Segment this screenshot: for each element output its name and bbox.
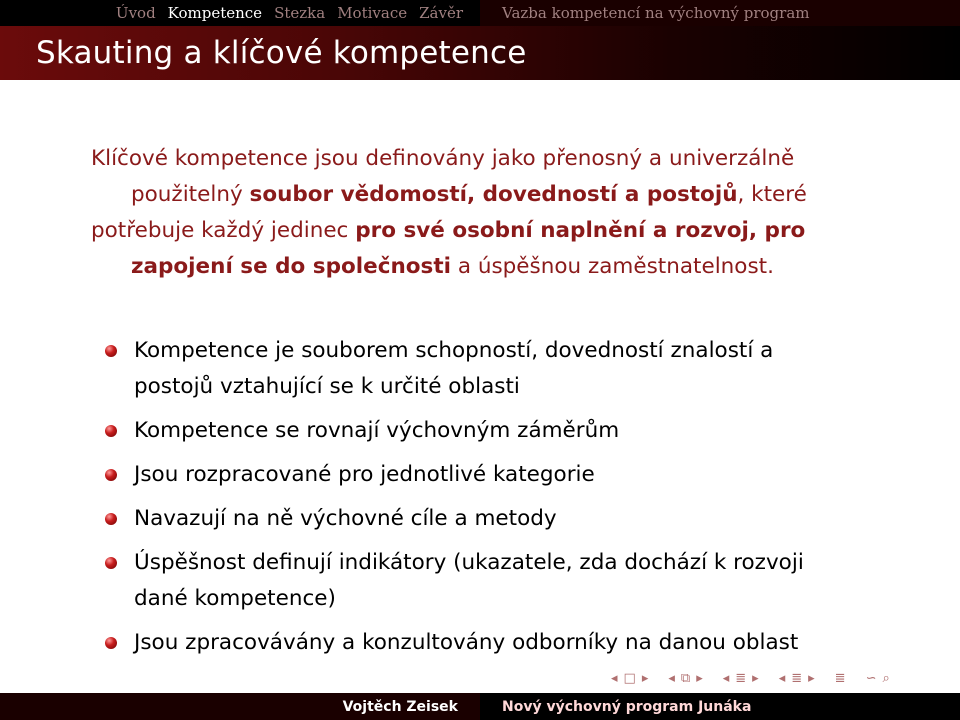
frame-icon[interactable]: □ (623, 670, 636, 686)
intro-text: použitelný (131, 182, 250, 207)
alignment-icon[interactable]: ≣ (834, 670, 846, 686)
list-item (103, 333, 923, 405)
intro-emphasis: soubor vědomostí, dovedností a postojů (249, 182, 738, 207)
bullet-ball-icon (105, 425, 117, 437)
document-icon[interactable]: ≣ (791, 670, 803, 686)
list-item-text: Jsou rozpracované pro jednotlivé kategorie (134, 462, 595, 487)
intro-line-2 (91, 177, 891, 213)
intro-line-1 (91, 141, 891, 177)
subsection-navigation (480, 0, 960, 26)
intro-line-4 (91, 249, 891, 285)
list-item (103, 625, 923, 661)
next-subsection-icon[interactable]: ▸ (696, 670, 703, 686)
nav-section-zaver[interactable]: Závěr (419, 4, 463, 22)
prev-section-icon[interactable]: ◂ (722, 670, 730, 686)
nav-section-uvod[interactable]: Úvod (115, 4, 156, 22)
navigation-symbols (608, 668, 893, 688)
intro-emphasis: pro své osobní naplnění a rozvoj, pro (355, 218, 806, 243)
nav-subsection[interactable]: Vazba kompetencí na výchovný program (502, 4, 810, 22)
nav-section-motivace[interactable]: Motivace (337, 4, 408, 22)
intro-line-3 (91, 213, 891, 249)
frame-title: Skauting a klíčové kompetence (36, 35, 527, 71)
intro-text: a úspěšnou zaměstnatelnost. (450, 254, 774, 279)
bullet-ball-icon (105, 345, 117, 357)
list-item-text: Kompetence je souborem schopností, dovedností znalostí a postojů vztahující se k určité oblasti (134, 338, 774, 399)
list-item-text: Jsou zpracovávány a konzultovány odborníky na danou oblast (134, 630, 799, 655)
prev-frame-icon[interactable]: ◂ (611, 670, 618, 686)
nav-section-stezka[interactable]: Stezka (274, 4, 326, 22)
search-back-icon[interactable]: ∽ (865, 670, 877, 686)
list-item-text: Úspěšnost definují indikátory (ukazatele, zda dochází k rozvoji dané kompetence) (134, 550, 804, 611)
frame-title-bar (0, 26, 960, 80)
intro-paragraph (91, 141, 891, 285)
prev-doc-icon[interactable]: ◂ (778, 670, 786, 686)
section-icon[interactable]: ≣ (735, 670, 747, 686)
list-item (103, 545, 923, 617)
intro-text: Klíčové kompetence jsou definovány jako přenosný a univerzálně (91, 146, 795, 171)
list-item (103, 501, 923, 537)
nav-section-kompetence[interactable]: Kompetence (167, 4, 263, 22)
footer-title-box (480, 693, 960, 720)
footer-author-box (0, 693, 480, 720)
footer-author: Vojtěch Zeisek (342, 698, 458, 715)
intro-text: potřebuje každý jedinec (91, 218, 356, 243)
footer-short-title: Nový výchovný program Junáka (502, 698, 752, 715)
list-item (103, 457, 923, 493)
bullet-ball-icon (105, 469, 117, 481)
bullet-ball-icon (105, 557, 117, 569)
subsection-icon[interactable]: ⧉ (680, 670, 691, 686)
bullet-list (103, 333, 923, 669)
list-item-text: Navazují na ně výchovné cíle a metody (134, 506, 557, 531)
intro-text: , které (737, 182, 807, 207)
zoom-icon[interactable]: ⌕ (882, 670, 890, 686)
top-navigation-bar (0, 0, 960, 26)
prev-subsection-icon[interactable]: ◂ (668, 670, 675, 686)
next-section-icon[interactable]: ▸ (752, 670, 759, 686)
bullet-ball-icon (105, 513, 117, 525)
next-frame-icon[interactable]: ▸ (641, 670, 649, 686)
footer-bar (0, 693, 960, 720)
bullet-ball-icon (105, 637, 117, 649)
list-item (103, 413, 923, 449)
section-navigation (0, 0, 480, 26)
intro-emphasis: zapojení se do společnosti (131, 254, 451, 279)
next-doc-icon[interactable]: ▸ (808, 670, 815, 686)
list-item-text: Kompetence se rovnají výchovným záměrům (134, 418, 620, 443)
